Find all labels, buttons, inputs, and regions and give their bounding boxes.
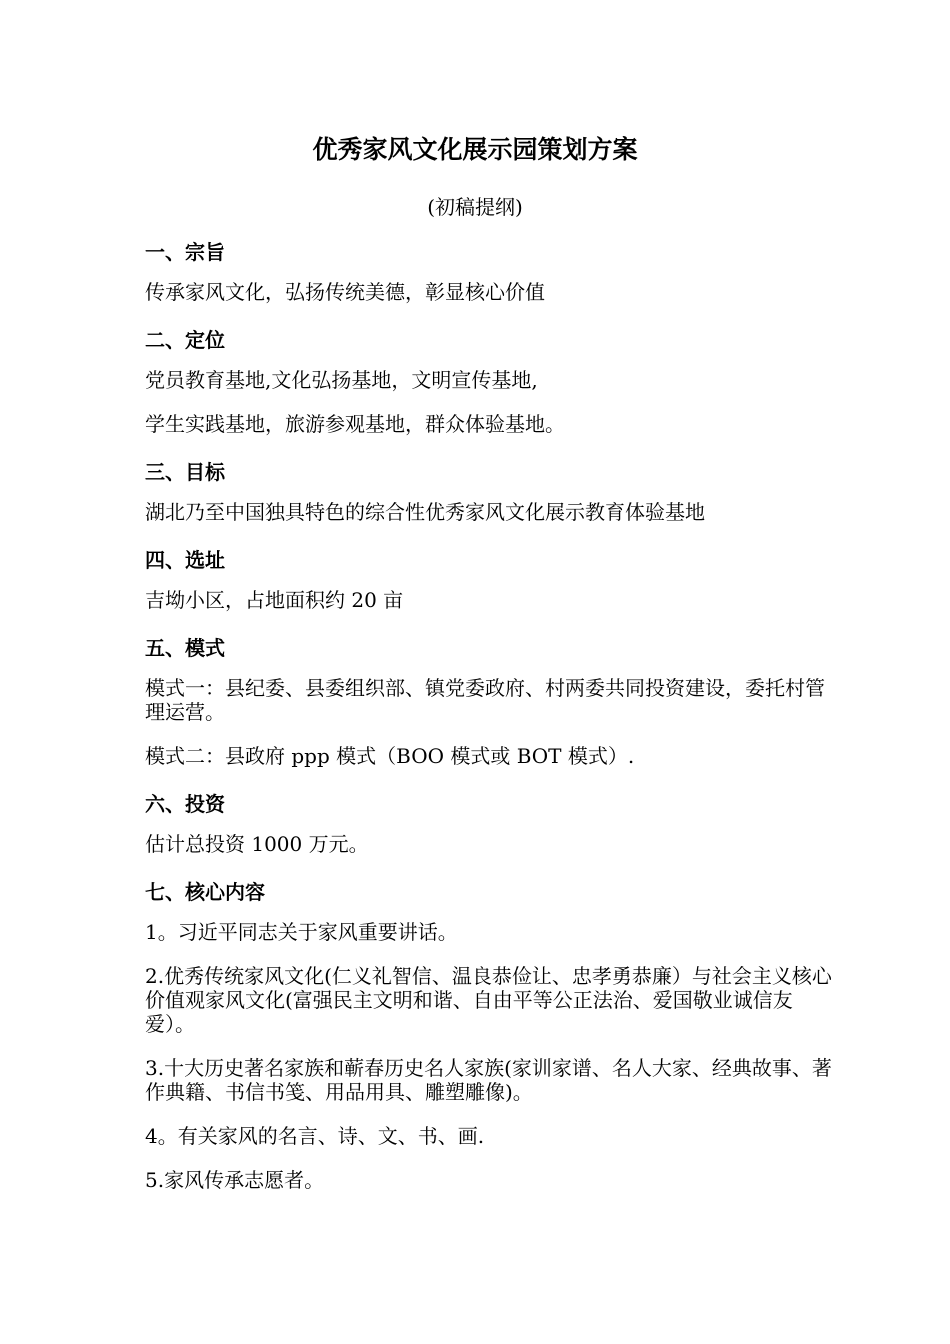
section-heading: 一、宗旨 bbox=[145, 240, 225, 264]
paragraph: 2.优秀传统家风文化(仁义礼智信、温良恭俭让、忠孝勇恭廉）与社会主义核心价值观家风文化(富强民主文明和谐、自由平等公正法治、爱国敬业诚信友爱）。 bbox=[145, 964, 832, 1036]
document-title: 优秀家风文化展示园策划方案 bbox=[312, 135, 638, 164]
paragraph: 学生实践基地，旅游参观基地，群众体验基地。 bbox=[145, 412, 565, 436]
paragraph: 传承家风文化，弘扬传统美德，彰显核心价值 bbox=[145, 280, 545, 304]
section-heading: 四、选址 bbox=[145, 548, 225, 572]
section-heading: 三、目标 bbox=[145, 460, 225, 484]
document-subtitle: (初稿提纲) bbox=[427, 195, 523, 219]
section-mode bbox=[145, 632, 835, 768]
paragraph: 5.家风传承志愿者。 bbox=[145, 1168, 325, 1192]
section-heading: 五、模式 bbox=[145, 636, 225, 660]
paragraph: 党员教育基地,文化弘扬基地，文明宣传基地, bbox=[145, 368, 538, 392]
section-goal bbox=[145, 456, 835, 524]
section-heading: 二、定位 bbox=[145, 328, 225, 352]
paragraph: 1。习近平同志关于家风重要讲话。 bbox=[145, 920, 458, 944]
section-heading: 六、投资 bbox=[145, 792, 225, 816]
paragraph: 模式二：县政府 ppp 模式（BOO 模式或 BOT 模式）. bbox=[145, 744, 635, 768]
paragraph: 模式一：县纪委、县委组织部、镇党委政府、村两委共同投资建设，委托村管理运营。 bbox=[145, 676, 825, 724]
section-site bbox=[145, 544, 835, 612]
section-heading: 七、核心内容 bbox=[145, 880, 265, 904]
section-positioning bbox=[145, 324, 835, 436]
paragraph: 4。有关家风的名言、诗、文、书、画. bbox=[145, 1124, 485, 1148]
paragraph: 估计总投资 1000 万元。 bbox=[145, 832, 369, 856]
section-core-content bbox=[145, 876, 835, 1192]
paragraph: 3.十大历史著名家族和蕲春历史名人家族(家训家谱、名人大家、经典故事、著作典籍、书信书笺、用品用具、雕塑雕像)。 bbox=[145, 1056, 832, 1104]
document-body bbox=[145, 236, 835, 1212]
paragraph: 吉坳小区，占地面积约 20 亩 bbox=[145, 588, 404, 612]
section-investment bbox=[145, 788, 835, 856]
paragraph: 湖北乃至中国独具特色的综合性优秀家风文化展示教育体验基地 bbox=[145, 500, 705, 524]
section-purpose bbox=[145, 236, 835, 304]
